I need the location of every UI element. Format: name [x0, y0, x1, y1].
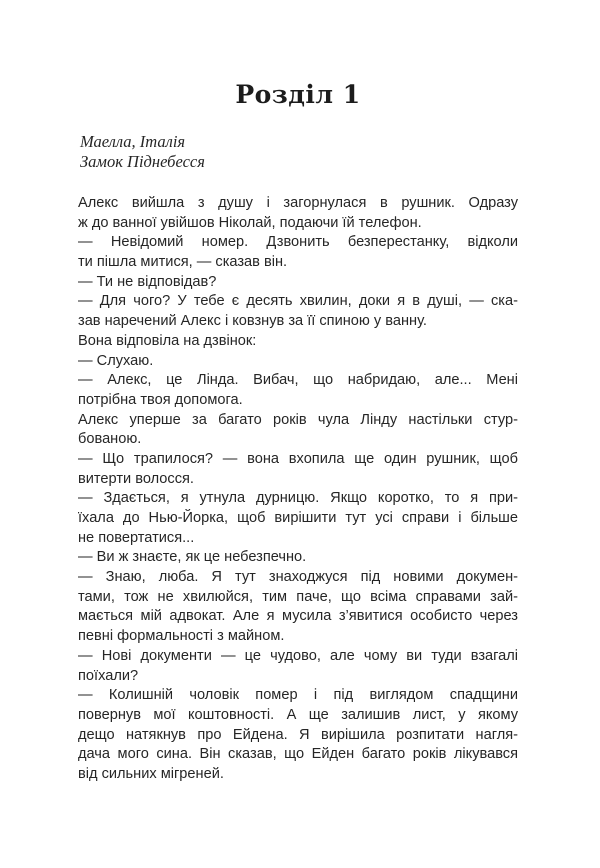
text-line: дача мого сина. Він сказав, що Ейден багато років лікувався	[78, 746, 518, 763]
text-line: Алекс вийшла з душу і загорнулася в рушник. Одразу	[78, 195, 518, 211]
text-line: — Колишній чоловік помер і під виглядом спадщини	[78, 687, 518, 704]
text-line: ж до ванної увійшов Ніколай, подаючи їй телефон.	[78, 214, 422, 231]
text-line: певні формальності з майном.	[78, 628, 285, 645]
text-line: Алекс уперше за багато років чула Лінду настільки стур-	[78, 411, 518, 428]
text-line: — Невідомий номер. Дзвонить безперестанку, відколи	[78, 234, 518, 251]
text-line: бованою.	[78, 431, 142, 448]
chapter-title: Розділ 1	[235, 80, 361, 109]
text-line: — Слухаю.	[78, 352, 154, 369]
text-line: — Здається, я утнула дурницю. Якщо коротко, то я при-	[78, 490, 518, 507]
text-line: — Нові документи — це чудово, але чому ви туди взагалі	[78, 647, 518, 664]
text-line: Вона відповіла на дзвінок:	[78, 332, 257, 349]
text-line: — Що трапилося? — вона вхопила ще один рушник, щоб	[78, 450, 518, 467]
text-line: не повертатися...	[78, 529, 195, 546]
text-line: — Ви ж знаєте, як це небезпечно.	[78, 549, 307, 566]
text-line: мається мій адвокат. Але я мусила з’явитися особисто через	[78, 608, 518, 625]
text-line: — Знаю, люба. Я тут знаходжуся під новими докумен-	[78, 569, 518, 586]
text-line: — Для чого? У тебе є десять хвилин, доки я в душі, — ска-	[78, 293, 518, 310]
chapter-body	[78, 194, 518, 785]
text-line: поїхали?	[78, 667, 139, 684]
text-line: потрібна твоя допомога.	[78, 391, 243, 408]
text-line: — Алекс, це Лінда. Вибач, що набридаю, але... Мені	[78, 372, 518, 389]
text-line: витерти волосся.	[78, 470, 194, 487]
text-line: — Ти не відповідав?	[78, 273, 217, 290]
text-line: ти пішла митися, — сказав він.	[78, 254, 288, 271]
location-line-city: Маелла, Італія	[80, 132, 186, 151]
location-line-castle: Замок Піднебесся	[80, 152, 205, 171]
text-line: їхала до Нью-Йорка, щоб вирішити тут усі справи і більше	[78, 510, 518, 526]
text-line: тами, тож не хвилюйся, тим паче, що всіма справами зай-	[78, 588, 518, 605]
text-line: повернув мої коштовності. А ще залишив лист, у якому	[78, 706, 518, 723]
location-caption	[80, 132, 205, 172]
book-page	[78, 0, 518, 868]
text-line: зав наречений Алекс і ковзнув за її спиною у ванну.	[78, 313, 427, 330]
text-line: від сильних мігреней.	[78, 765, 224, 782]
text-line: дещо натякнув про Ейдена. Я вирішила розпитати нагля-	[78, 726, 518, 743]
